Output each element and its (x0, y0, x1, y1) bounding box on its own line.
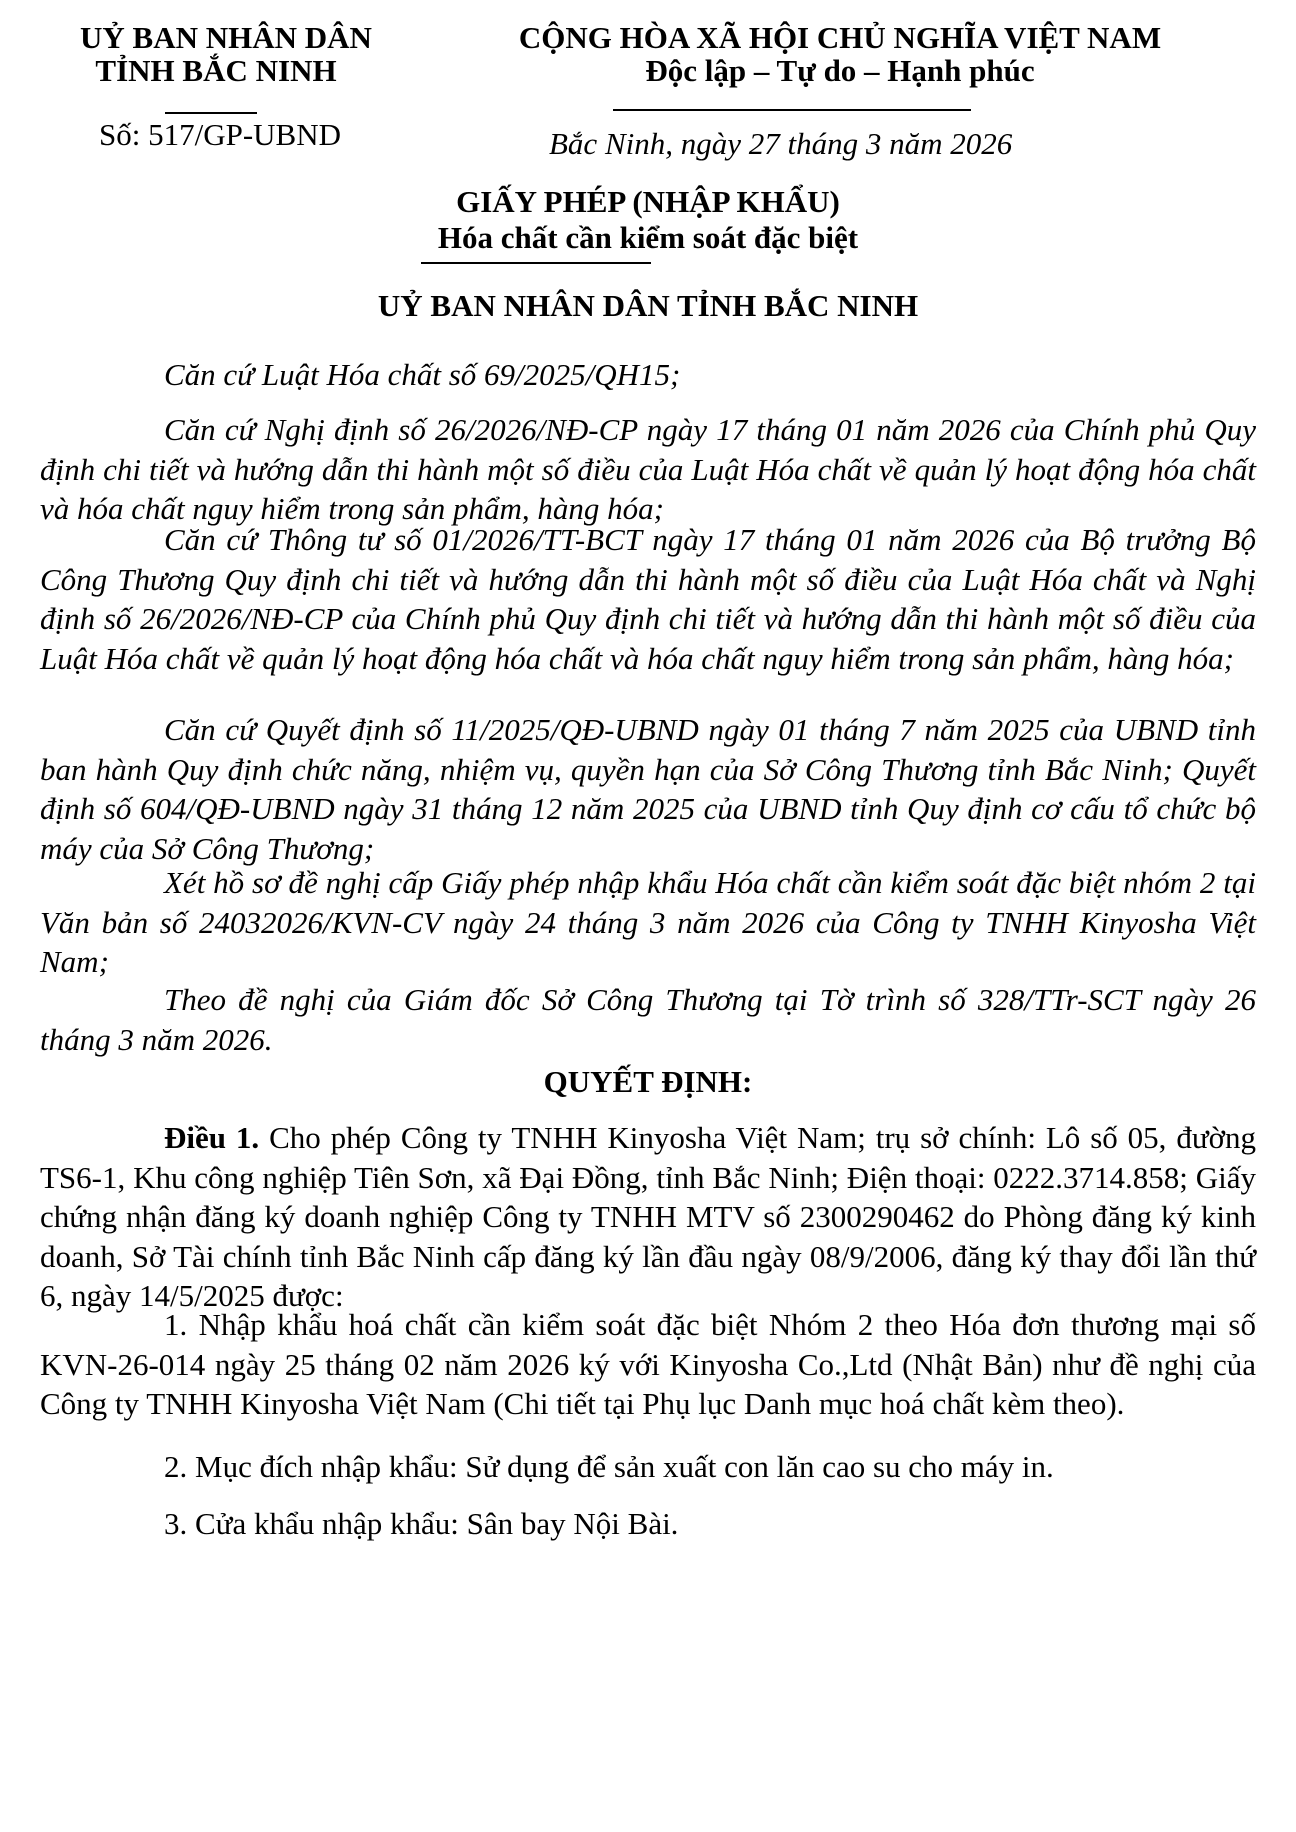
document-subtitle: Hóa chất cần kiểm soát đặc biệt (437, 220, 859, 255)
article-1 (40, 1118, 1256, 1316)
article-1-item-2: 2. Mục đích nhập khẩu: Sử dụng để sản xuất con lăn cao su cho máy in. (164, 1449, 1054, 1484)
article-1-text: Cho phép Công ty TNHH Kinyosha Việt Nam; trụ sở chính: Lô số 05, đường TS6-1, Khu công nghiệp Tiên Sơn, xã Đại Đồng, tỉnh Bắc Ninh; Điện thoại: 0222.3714.858; Giấy chứng nhận đăng ký doanh nghiệp Công ty TNHH MTV số 2300290462 do Phòng đăng ký kinh doanh, Sở Tài chính tỉnh Bắc Ninh cấp đăng ký lần đầu ngày 08/9/2006, đăng ký thay đổi lần thứ 6, ngày 14/5/2025 được: (40, 1120, 1257, 1313)
preamble-law: Căn cứ Luật Hóa chất số 69/2025/QH15; (164, 357, 681, 392)
preamble-provincial-decisions: Căn cứ Quyết định số 11/2025/QĐ-UBND ngày 01 tháng 7 năm 2025 của UBND tỉnh ban hành Quy định chức năng, nhiệm vụ, quyền hạn của Sở Công Thương tỉnh Bắc Ninh; Quyết định số 604/QĐ-UBND ngày 31 tháng 12 năm 2025 của UBND tỉnh Quy định cơ cấu tổ chức bộ máy của Sở Công Thương; (40, 712, 1256, 866)
title-divider (421, 262, 651, 264)
decision-heading: QUYẾT ĐỊNH: (543, 1064, 753, 1099)
article-1-item-1: 1. Nhập khẩu hoá chất cần kiểm soát đặc biệt Nhóm 2 theo Hóa đơn thương mại số KVN-26-014 ngày 25 tháng 02 năm 2026 ký với Kinyosha Co.,Ltd (Nhật Bản) như đề nghị của Công ty TNHH Kinyosha Việt Nam (Chi tiết tại Phụ lục Danh mục hoá chất kèm theo). (40, 1307, 1256, 1421)
preamble-application: Xét hồ sơ đề nghị cấp Giấy phép nhập khẩu Hóa chất cần kiểm soát đặc biệt nhóm 2 tại Văn bản số 24032026/KVN-CV ngày 24 tháng 3 năm 2026 của Công ty TNHH Kinyosha Việt Nam; (40, 865, 1256, 979)
nation-motto: Độc lập – Tự do – Hạnh phúc (645, 53, 1035, 88)
issuer-divider (165, 112, 257, 114)
issuer-name-line1: UỶ BAN NHÂN DÂN (80, 20, 372, 55)
preamble-decree: Căn cứ Nghị định số 26/2026/NĐ-CP ngày 17 tháng 01 năm 2026 của Chính phủ Quy định chi tiết và hướng dẫn thi hành một số điều của Luật Hóa chất về quản lý hoạt động hóa chất và hóa chất nguy hiểm trong sản phẩm, hàng hóa; (40, 412, 1256, 526)
document-number: Số: 517/GP-UBND (98, 117, 341, 152)
preamble-circular: Căn cứ Thông tư số 01/2026/TT-BCT ngày 17 tháng 01 năm 2026 của Bộ trưởng Bộ Công Thương Quy định chi tiết và hướng dẫn thi hành một số điều của Luật Hóa chất và Nghị định số 26/2026/NĐ-CP của Chính phủ Quy định chi tiết và hướng dẫn thi hành một số điều của Luật Hóa chất về quản lý hoạt động hóa chất và hóa chất nguy hiểm trong sản phẩm, hàng hóa; (40, 522, 1256, 676)
place-date: Bắc Ninh, ngày 27 tháng 3 năm 2026 (549, 126, 1013, 161)
article-1-label: Điều 1. (164, 1120, 260, 1155)
document-title: GIẤY PHÉP (NHẬP KHẨU) (456, 184, 840, 219)
preamble-proposal: Theo đề nghị của Giám đốc Sở Công Thương tại Tờ trình số 328/TTr-SCT ngày 26 tháng 3 năm 2026. (40, 982, 1256, 1057)
article-1-item-3: 3. Cửa khẩu nhập khẩu: Sân bay Nội Bài. (164, 1506, 679, 1541)
motto-underline (613, 109, 971, 111)
nation-name: CỘNG HÒA XÃ HỘI CHỦ NGHĨA VIỆT NAM (518, 20, 1162, 55)
issuing-authority: UỶ BAN NHÂN DÂN TỈNH BẮC NINH (377, 288, 919, 323)
issuer-name-line2: TỈNH BẮC NINH (95, 53, 337, 88)
